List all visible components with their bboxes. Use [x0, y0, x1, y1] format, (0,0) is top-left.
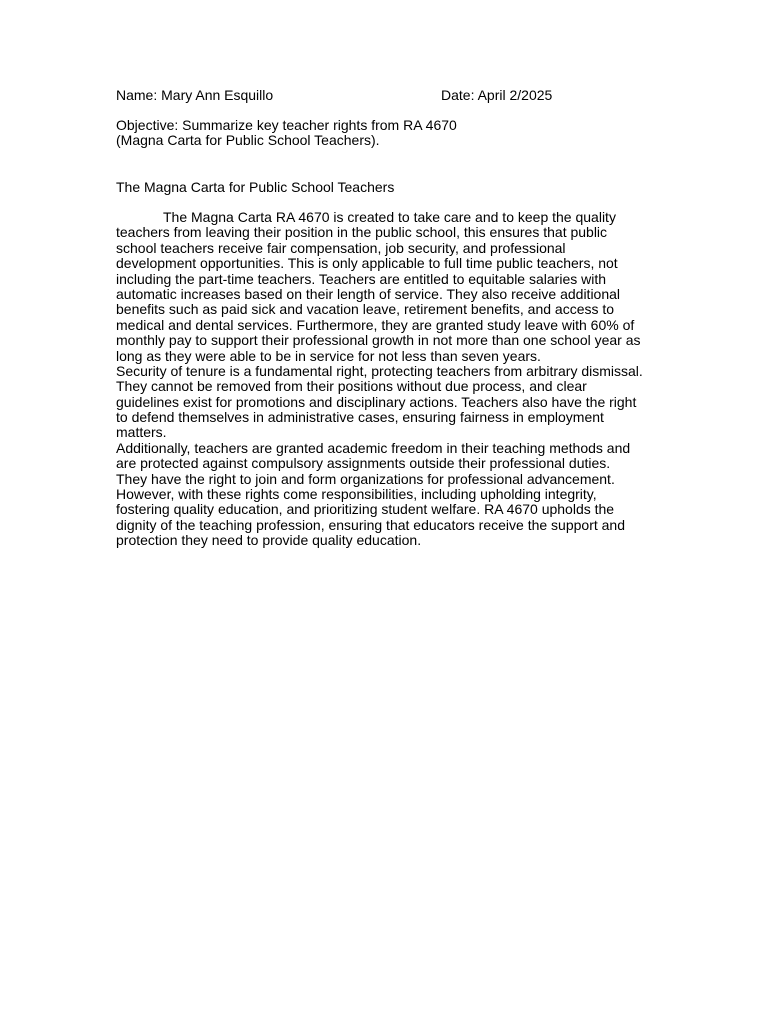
- body-line: automatic increases based on their length of service. They also receive additional: [116, 285, 621, 302]
- body-line: long as they were able to be in service for not less than seven years.: [116, 347, 541, 364]
- body-line: monthly pay to support their professional growth in not more than one school year as: [116, 332, 641, 349]
- body-line: development opportunities. This is only applicable to full time public teachers, not: [116, 255, 618, 272]
- student-name: Name: Mary Ann Esquillo: [116, 87, 274, 103]
- body-line: They cannot be removed from their positions without due process, and clear: [116, 378, 587, 395]
- body-line: matters.: [116, 424, 167, 441]
- body-line: including the part-time teachers. Teachers are entitled to equitable salaries with: [116, 270, 607, 287]
- body-line: are protected against compulsory assignments outside their professional duties.: [116, 455, 611, 472]
- body-line: to defend themselves in administrative cases, ensuring fairness in employment: [116, 409, 604, 426]
- body-line: fostering quality education, and prioritizing student welfare. RA 4670 upholds the: [116, 501, 615, 518]
- document-header: [116, 88, 616, 104]
- objective-line: Objective: Summarize key teacher rights from RA 4670: [116, 117, 457, 133]
- objective-block: [116, 118, 656, 149]
- body-line: However, with these rights come responsibilities, including upholding integrity,: [116, 486, 597, 503]
- body-text: [116, 210, 654, 549]
- body-line: The Magna Carta RA 4670 is created to take care and to keep the quality: [163, 209, 616, 225]
- body-line: They have the right to join and form organizations for professional advancement.: [116, 470, 615, 487]
- document-date: Date: April 2/2025: [441, 87, 553, 103]
- document-title: The Magna Carta for Public School Teachers: [116, 179, 395, 195]
- body-line: teachers from leaving their position in the public school, this ensures that public: [116, 224, 608, 241]
- body-line: protection they need to provide quality education.: [116, 532, 422, 549]
- body-line: Additionally, teachers are granted academic freedom in their teaching methods and: [116, 439, 631, 456]
- body-line: benefits such as paid sick and vacation leave, retirement benefits, and access to: [116, 301, 615, 318]
- objective-line: (Magna Carta for Public School Teachers).: [116, 132, 380, 149]
- body-line: dignity of the teaching profession, ensuring that educators receive the support and: [116, 516, 625, 533]
- body-line: guidelines exist for promotions and disciplinary actions. Teachers also have the right: [116, 393, 637, 410]
- body-line: Security of tenure is a fundamental right, protecting teachers from arbitrary dismissal.: [116, 362, 643, 379]
- body-line: school teachers receive fair compensation, job security, and professional: [116, 239, 566, 256]
- body-line: medical and dental services. Furthermore, they are granted study leave with 60% of: [116, 316, 635, 333]
